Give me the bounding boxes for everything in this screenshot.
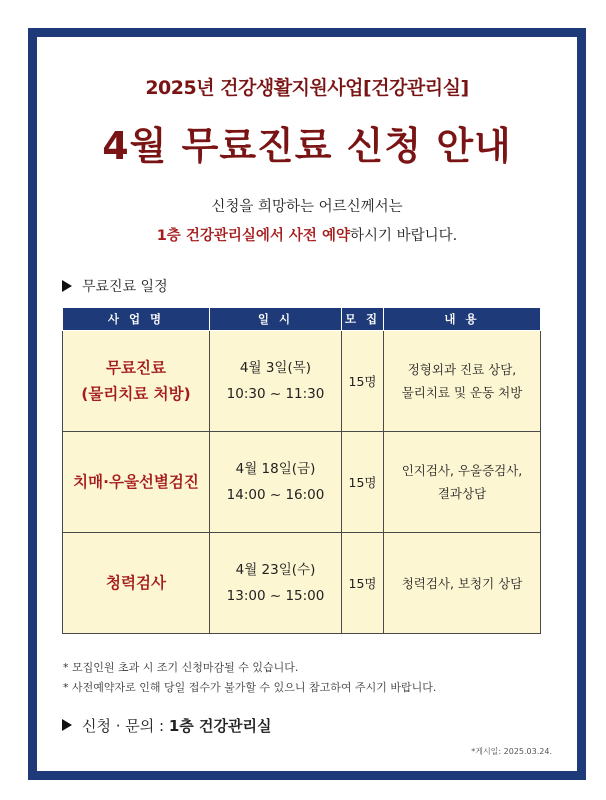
- program-datetime: [210, 331, 342, 432]
- program-date: 4월 23일(수): [235, 562, 316, 578]
- intro-line-1: 신청을 희망하는 어르신께서는: [211, 199, 403, 215]
- note-item: * 모집인원 초과 시 조기 신청마감될 수 있습니다.: [63, 661, 299, 674]
- program-date: 4월 18일(금): [235, 461, 316, 477]
- program-content-line: 정형외과 진료 상담,: [407, 362, 517, 377]
- program-name: [63, 533, 210, 634]
- schedule-table: [62, 307, 541, 634]
- contact-label: 신청 · 문의 :: [82, 717, 169, 735]
- program-content: [384, 533, 541, 634]
- header-content: 내 용: [384, 308, 541, 331]
- header-capacity: 모 집: [342, 308, 384, 331]
- triangle-bullet-icon: [62, 719, 72, 731]
- program-name-line: (물리치료 처방): [81, 385, 191, 403]
- program-time: 13:00 ~ 15:00: [226, 588, 325, 604]
- program-content-line: 물리치료 및 운동 처방: [401, 385, 523, 400]
- triangle-bullet-icon: [62, 280, 72, 292]
- program-name-line: 치매·우울선별검진: [73, 473, 199, 491]
- program-capacity: 15명: [342, 533, 384, 634]
- note-item: * 사전예약자로 인해 당일 접수가 불가할 수 있으니 참고하여 주시기 바랍니다.: [63, 681, 437, 694]
- contact-value: 1층 건강관리실: [168, 717, 272, 735]
- program-content: [384, 432, 541, 533]
- schedule-heading-label: 무료진료 일정: [82, 279, 168, 295]
- program-name: [63, 432, 210, 533]
- program-capacity: 15명: [342, 331, 384, 432]
- intro-rest: 하시기 바랍니다.: [350, 228, 458, 244]
- notice-subtitle: 2025년 건강생활지원사업[건강관리실]: [145, 77, 469, 99]
- table-row: [63, 432, 541, 533]
- program-time: 10:30 ~ 11:30: [226, 386, 325, 402]
- table-row: [63, 331, 541, 432]
- table-header-row: [63, 308, 541, 331]
- header-program: 사 업 명: [63, 308, 210, 331]
- program-name-line: 무료진료: [106, 359, 166, 377]
- posted-date: *게시일: 2025.03.24.: [471, 747, 552, 756]
- intro-highlight: 1층 건강관리실에서 사전 예약: [156, 228, 351, 244]
- program-content-line: 결과상담: [437, 486, 487, 501]
- contact-line: [62, 715, 271, 736]
- schedule-heading: [62, 276, 168, 296]
- notice-frame: [28, 28, 586, 780]
- program-content: [384, 331, 541, 432]
- intro-line-2: [37, 224, 577, 245]
- program-name: [63, 331, 210, 432]
- program-datetime: [210, 432, 342, 533]
- header-datetime: 일 시: [210, 308, 342, 331]
- program-content-line: 인지검사, 우울증검사,: [401, 463, 523, 478]
- program-date: 4월 3일(목): [239, 360, 312, 376]
- program-content-line: 청력검사, 보청기 상담: [401, 575, 523, 591]
- notes: [63, 658, 436, 698]
- notice-title: 4월 무료진료 신청 안내: [102, 124, 512, 168]
- program-datetime: [210, 533, 342, 634]
- table-row: [63, 533, 541, 634]
- program-time: 14:00 ~ 16:00: [226, 487, 325, 503]
- program-name-line: 청력검사: [106, 574, 166, 592]
- program-capacity: 15명: [342, 432, 384, 533]
